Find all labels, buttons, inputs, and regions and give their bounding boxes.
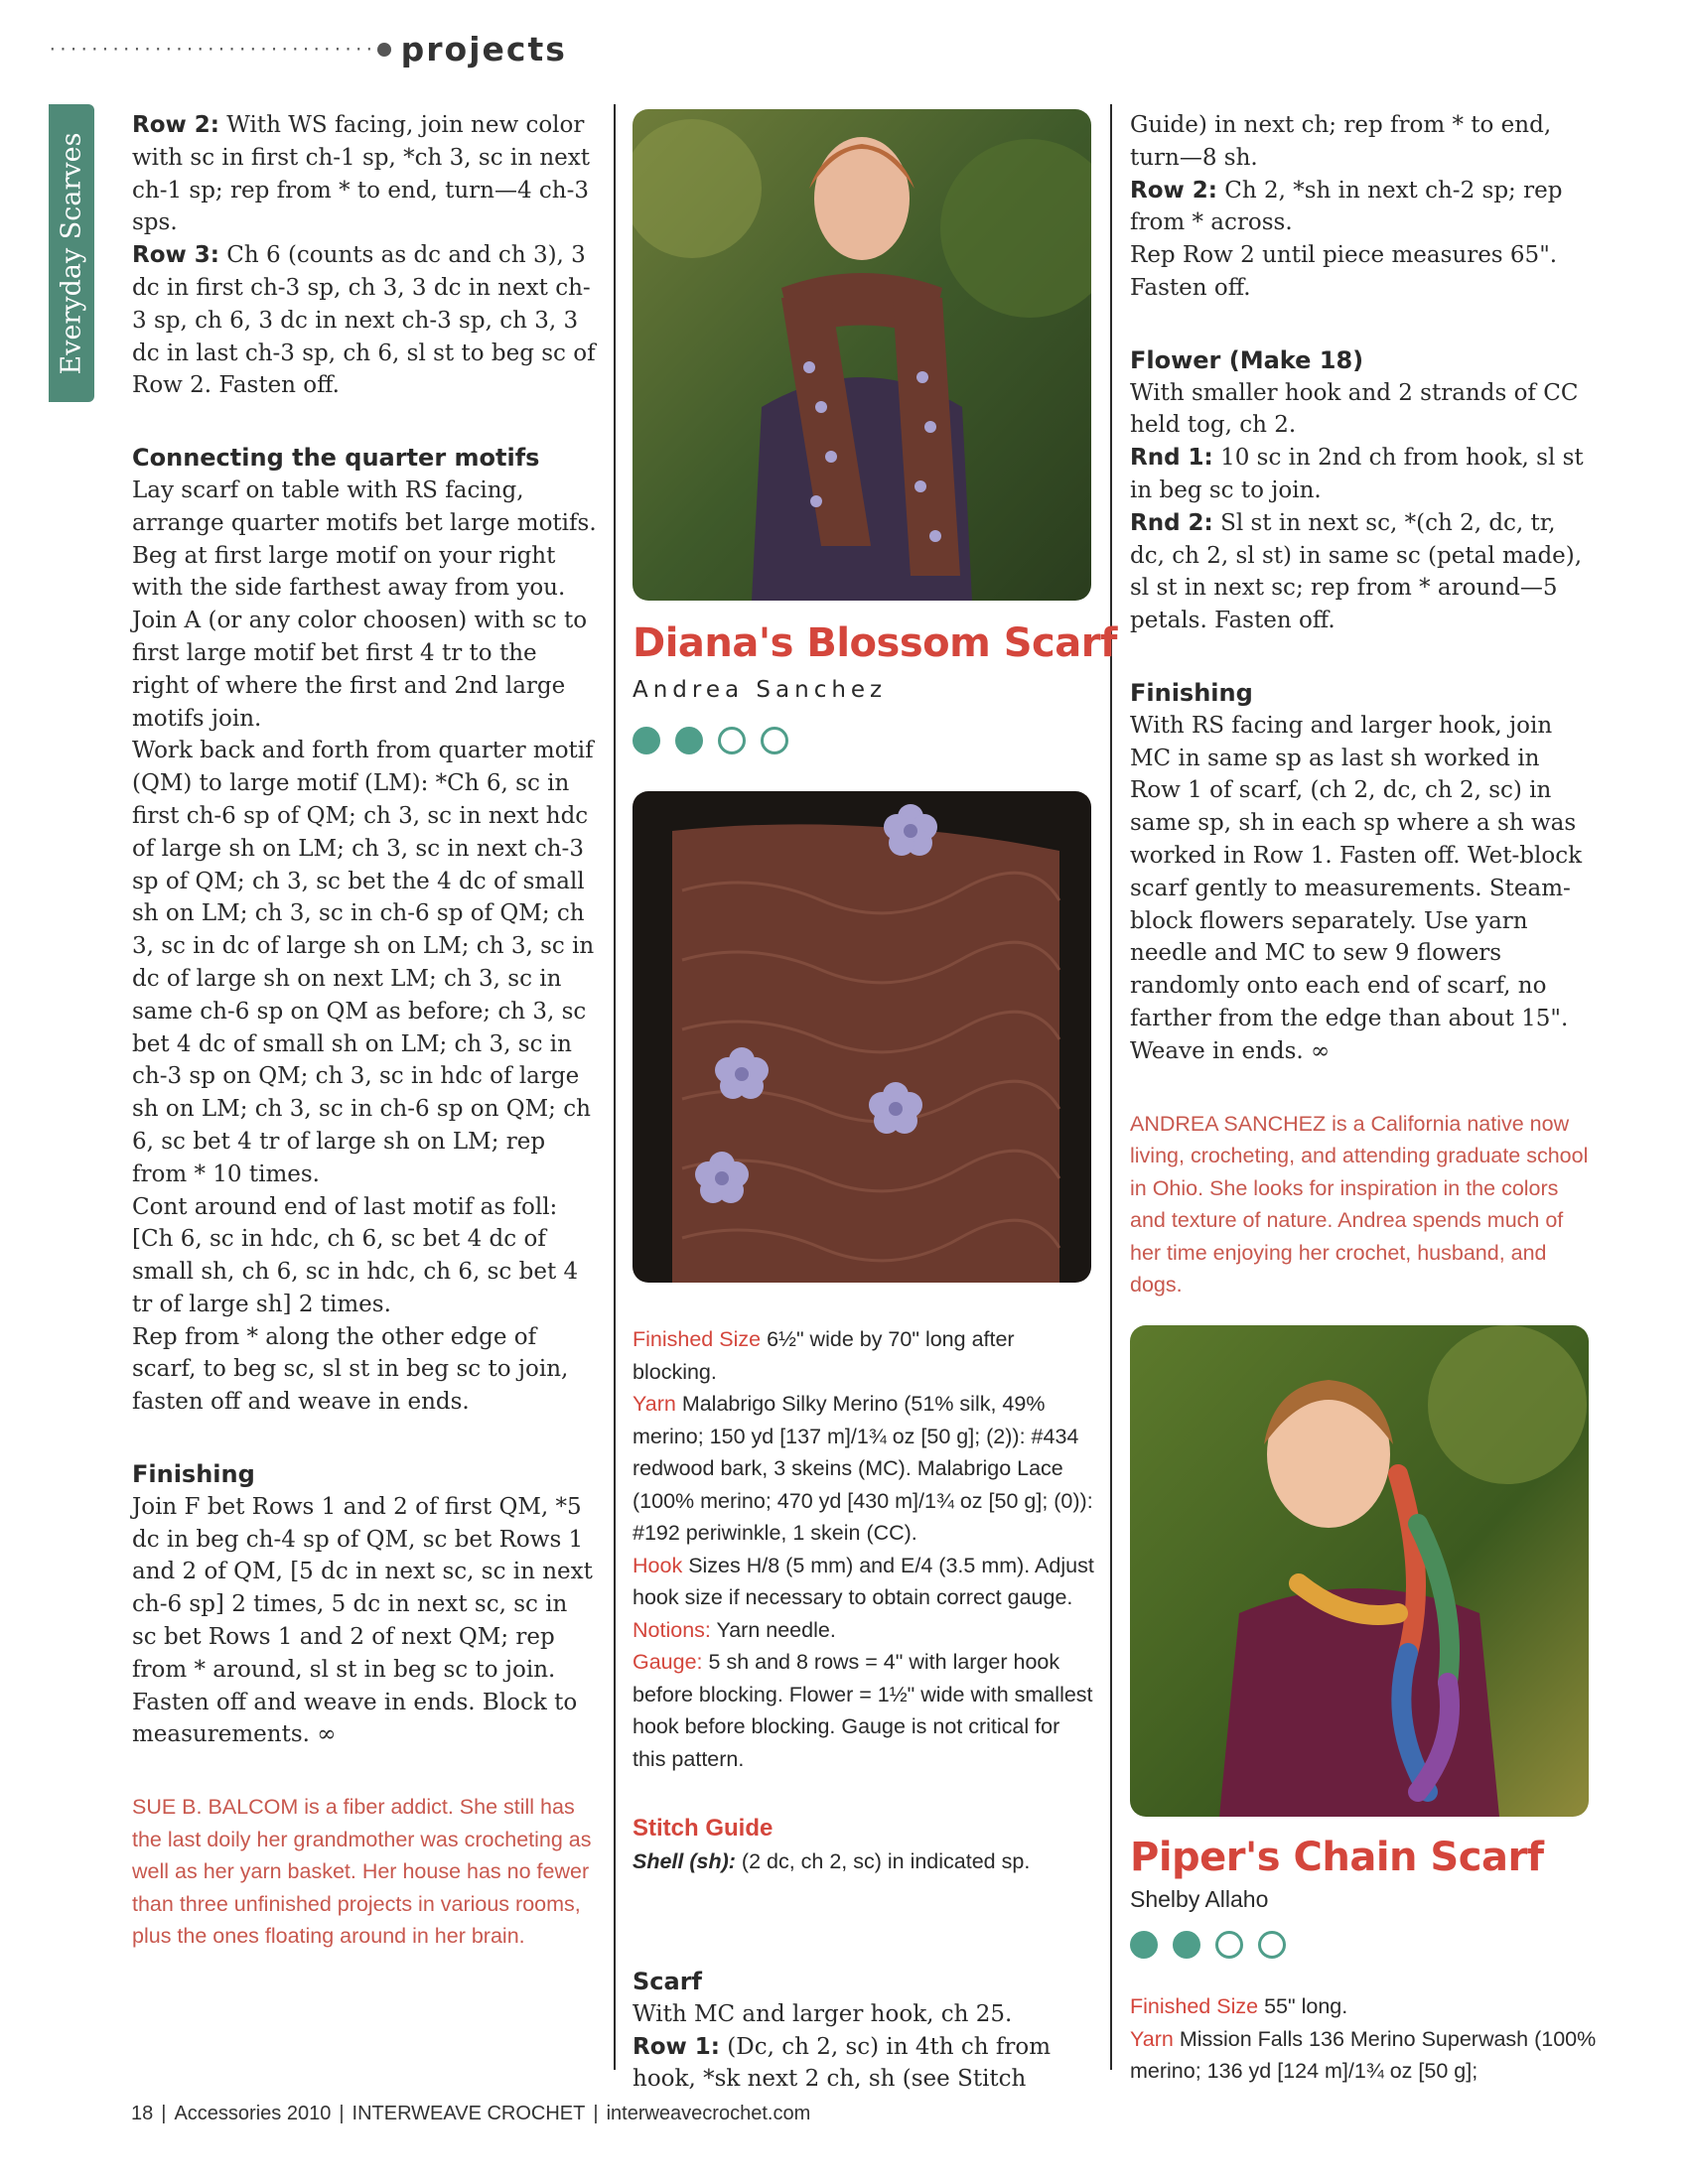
row1-text: (Dc, ch 2, sc) in 4th ch from hook, *sk next 2 ch, sh (see Stitch <box>633 2033 1052 2093</box>
diana-skill-level <box>633 727 788 754</box>
connecting-p5: Rep from * along the other edge of scarf, to beg sc, sl st in beg sc to join, fasten off and weave in ends. <box>132 1323 569 1416</box>
connecting-p2: Join A (or any color choosen) with sc to first large motif bet first 4 tr to the right of where the first and 2nd large motifs join. <box>132 608 588 732</box>
notions-line <box>633 1614 1094 1647</box>
section-label: projects <box>400 30 567 68</box>
piper-finished-size-text: 55" long. <box>1264 1994 1348 2018</box>
row3-text: Ch 6 (counts as dc and ch 3), 3 dc in first ch-3 sp, ch 3, 3 dc in next ch-3 sp, ch 6, 3 dc in next ch-3 sp, ch 3, 3 dc in last ch-3 sp, ch 6, sl st to beg sc of Row 2. Fasten off. <box>132 242 596 399</box>
row2-right-text: Ch 2, *sh in next ch-2 sp; rep from * across. <box>1130 177 1563 236</box>
connecting-p3: Work back and forth from quarter motif (QM) to large motif (LM): *Ch 6, sc in first ch-6 sp of QM; ch 3, sc in next hdc of large sh on LM; ch 3, sc in next ch-3 sp of QM; ch 3, sc bet the 4 dc of small sh on LM; ch 3, sc in ch-6 sp of QM; ch 3, sc in dc of large sh on LM; ch 3, sc in dc of large sh on next LM; ch 3, sc in same ch-6 sp on QM as before; ch 3, sc bet 4 dc of small sh on LM; ch 3, sc in ch-3 sp on QM; ch 3, sc in hdc of large sh on LM; ch 3, sc in ch-6 sp on QM; ch 6, sc bet 4 tr of large sh on LM; rep from * 10 times. <box>132 738 595 1187</box>
rnd1-text: 10 sc in 2nd ch from hook, sl st in beg sc to join. <box>1130 445 1584 503</box>
stitch-guide-heading: Stitch Guide <box>633 1815 774 1842</box>
section-header <box>48 30 567 68</box>
row2-paragraph <box>132 109 599 239</box>
piper-child-photo <box>1130 1325 1589 1817</box>
finishing-heading-right: Finishing <box>1130 678 1253 707</box>
finished-size-text: 6½" wide by 70" long after blocking. <box>633 1327 1015 1384</box>
rnd2-paragraph <box>1130 507 1597 637</box>
notions-text: Yarn needle. <box>716 1617 836 1642</box>
yarn-label: Yarn <box>633 1392 676 1416</box>
side-tab-label: Everyday Scarves <box>56 131 87 375</box>
header-bullet <box>377 43 391 57</box>
skill-dot-3 <box>1215 1931 1243 1959</box>
scarf-text: With MC and larger hook, ch 25. <box>633 2000 1013 2027</box>
diana-title: Diana's Blossom Scarf <box>633 620 1117 666</box>
finishing-text-left: Join F bet Rows 1 and 2 of first QM, *5 dc in beg ch-4 sp of QM, sc bet Rows 1 and 2 of QM, [5 dc in next sc, sc in next ch-6 sp] 2 times, 5 dc in next sc, sc in sc bet Rows 1 and 2 of next QM; rep from * around, sl st in beg sc to join. Fasten off and weave in ends. Block to measurements. ∞ <box>132 1493 593 1748</box>
column-rule-right <box>1110 104 1112 2070</box>
shell-line <box>633 1845 1094 1878</box>
connecting-p4: Cont around end of last motif as foll: [Ch 6, sc in hdc, ch 6, sc bet 4 dc of small sh, ch 6, sc in hdc, ch 6, sc bet 4 tr of large sh] 2 times. <box>132 1193 579 1317</box>
website-url[interactable]: interweavecrochet.com <box>606 2103 811 2124</box>
finishing-text-right: With RS facing and larger hook, join MC in same sp as last sh worked in Row 1 of scarf, (ch 2, dc, ch 2, sc) in same sp, sh in each sp where a sh was worked in Row 1. Fasten off. Wet-block scarf gently to measurements. Steam-block flowers separately. Use yarn needle and MC to sew 9 flowers randomly onto each end of scarf, no farther from the edge than about 15". Weave in ends. ∞ <box>1130 712 1583 1064</box>
flower-heading: Flower (Make 18) <box>1130 345 1364 374</box>
issue-name: Accessories 2010 <box>174 2103 332 2124</box>
piper-skill-level <box>1130 1931 1286 1959</box>
row2-right-paragraph <box>1130 175 1597 240</box>
piper-finished-size-line <box>1130 1990 1597 2023</box>
shell-text: (2 dc, ch 2, sc) in indicated sp. <box>741 1848 1031 1873</box>
rnd1-label: Rnd 1: <box>1130 445 1213 472</box>
piper-title: Piper's Chain Scarf <box>1130 1835 1544 1880</box>
diana-closeup-photo <box>633 791 1091 1283</box>
page-footer: 18 | Accessories 2010 | INTERWEAVE CROCHET | interweavecrochet.com <box>131 2103 811 2124</box>
skill-dot-4 <box>761 727 788 754</box>
skill-dot-3 <box>718 727 746 754</box>
piper-yarn-text: Mission Falls 136 Merino Superwash (100% merino; 136 yd [124 m]/1¾ oz [50 g]; <box>1130 2026 1597 2083</box>
gauge-text: 5 sh and 8 rows = 4" with larger hook before blocking. Flower = 1½" wide with smallest hook before blocking. Gauge is not critical for this pattern. <box>633 1650 1093 1771</box>
connecting-heading: Connecting the quarter motifs <box>132 444 540 473</box>
finishing-heading-left: Finishing <box>132 1460 255 1489</box>
row1-label: Row 1: <box>633 2033 720 2060</box>
skill-dot-2 <box>1173 1931 1200 1959</box>
row2-text: With WS facing, join new color with sc in first ch-1 sp, *ch 3, sc in next ch-1 sp; rep from * to end, turn—4 ch-3 sps. <box>132 112 591 236</box>
rep-text: Rep Row 2 until piece measures 65". Fasten off. <box>1130 242 1558 301</box>
finished-size-label: Finished Size <box>633 1327 762 1351</box>
row3-paragraph <box>132 239 599 402</box>
row1-paragraph <box>633 2031 1094 2097</box>
diana-specs <box>633 1323 1094 1877</box>
rnd2-label: Rnd 2: <box>1130 509 1213 536</box>
closeup-photo-illustration <box>633 791 1091 1283</box>
column-rule-left <box>614 104 616 2070</box>
scarf-heading: Scarf <box>633 1968 702 1995</box>
piper-finished-size-label: Finished Size <box>1130 1994 1259 2018</box>
piper-yarn-label: Yarn <box>1130 2026 1174 2051</box>
yarn-text: Malabrigo Silky Merino (51% silk, 49% merino; 150 yd [137 m]/1¾ oz [50 g]; (2)): #434 redwood bark, 3 skeins (MC). Malabrigo Lace (100% merino; 470 yd [430 m]/1¾ oz [50 g]; (0)): #192 periwinkle, 1 skein (CC). <box>633 1392 1093 1545</box>
bio-andrea-sanchez: ANDREA SANCHEZ is a California native now living, crocheting, and attending graduate school in Ohio. She looks for inspiration in the colors and texture of nature. Andrea spends much of her time enjoying her crochet, husband, and dogs. <box>1130 1111 1589 1297</box>
skill-dot-1 <box>1130 1931 1158 1959</box>
row3-label: Row 3: <box>132 242 219 269</box>
skill-dot-2 <box>675 727 703 754</box>
yarn-line <box>633 1388 1094 1550</box>
flower-text: With smaller hook and 2 strands of CC held tog, ch 2. <box>1130 379 1579 439</box>
piper-yarn-line <box>1130 2023 1597 2088</box>
cont-text: Guide) in next ch; rep from * to end, turn—8 sh. <box>1130 112 1552 171</box>
gauge-label: Gauge: <box>633 1650 703 1674</box>
child-photo-illustration <box>1130 1325 1589 1817</box>
row2-label: Row 2: <box>132 112 219 138</box>
hook-text: Sizes H/8 (5 mm) and E/4 (3.5 mm). Adjust hook size if necessary to obtain correct gauge. <box>633 1553 1094 1609</box>
diana-author: Andrea Sanchez <box>633 677 888 703</box>
side-tab <box>49 104 94 402</box>
left-column <box>132 109 599 1953</box>
rnd1-paragraph <box>1130 442 1597 507</box>
bio-sue-balcom: SUE B. BALCOM is a fiber addict. She still has the last doily her grandmother was crocheting as well as her yarn basket. Her house has no fewer than three unfinished projects in various rooms, plus the ones floating around in her brain. <box>132 1795 592 1949</box>
right-column <box>1130 109 1597 1301</box>
model-photo-illustration <box>633 109 1091 601</box>
skill-dot-1 <box>633 727 660 754</box>
scarf-section <box>633 1966 1094 2096</box>
skill-dot-4 <box>1258 1931 1286 1959</box>
rnd2-text: Sl st in next sc, *(ch 2, dc, tr, dc, ch 2, sl st) in same sc (petal made), sl st in next sc; rep from * around—5 petals. Fasten off. <box>1130 509 1583 634</box>
magazine-name: INTERWEAVE CROCHET <box>352 2103 586 2124</box>
page-number: 18 <box>131 2103 154 2124</box>
gauge-line <box>633 1646 1094 1775</box>
shell-label: Shell (sh): <box>633 1848 736 1873</box>
hook-label: Hook <box>633 1553 683 1577</box>
piper-author: Shelby Allaho <box>1130 1886 1269 1912</box>
piper-specs <box>1130 1990 1597 2088</box>
diana-model-photo <box>633 109 1091 601</box>
notions-label: Notions: <box>633 1617 711 1642</box>
row2-right-label: Row 2: <box>1130 177 1217 204</box>
finished-size-line <box>633 1323 1094 1388</box>
hook-line <box>633 1550 1094 1614</box>
connecting-p1: Lay scarf on table with RS facing, arrange quarter motifs bet large motifs. Beg at first large motif on your right with the side farthest away from you. <box>132 477 597 602</box>
header-dots: ······························· <box>48 40 375 59</box>
